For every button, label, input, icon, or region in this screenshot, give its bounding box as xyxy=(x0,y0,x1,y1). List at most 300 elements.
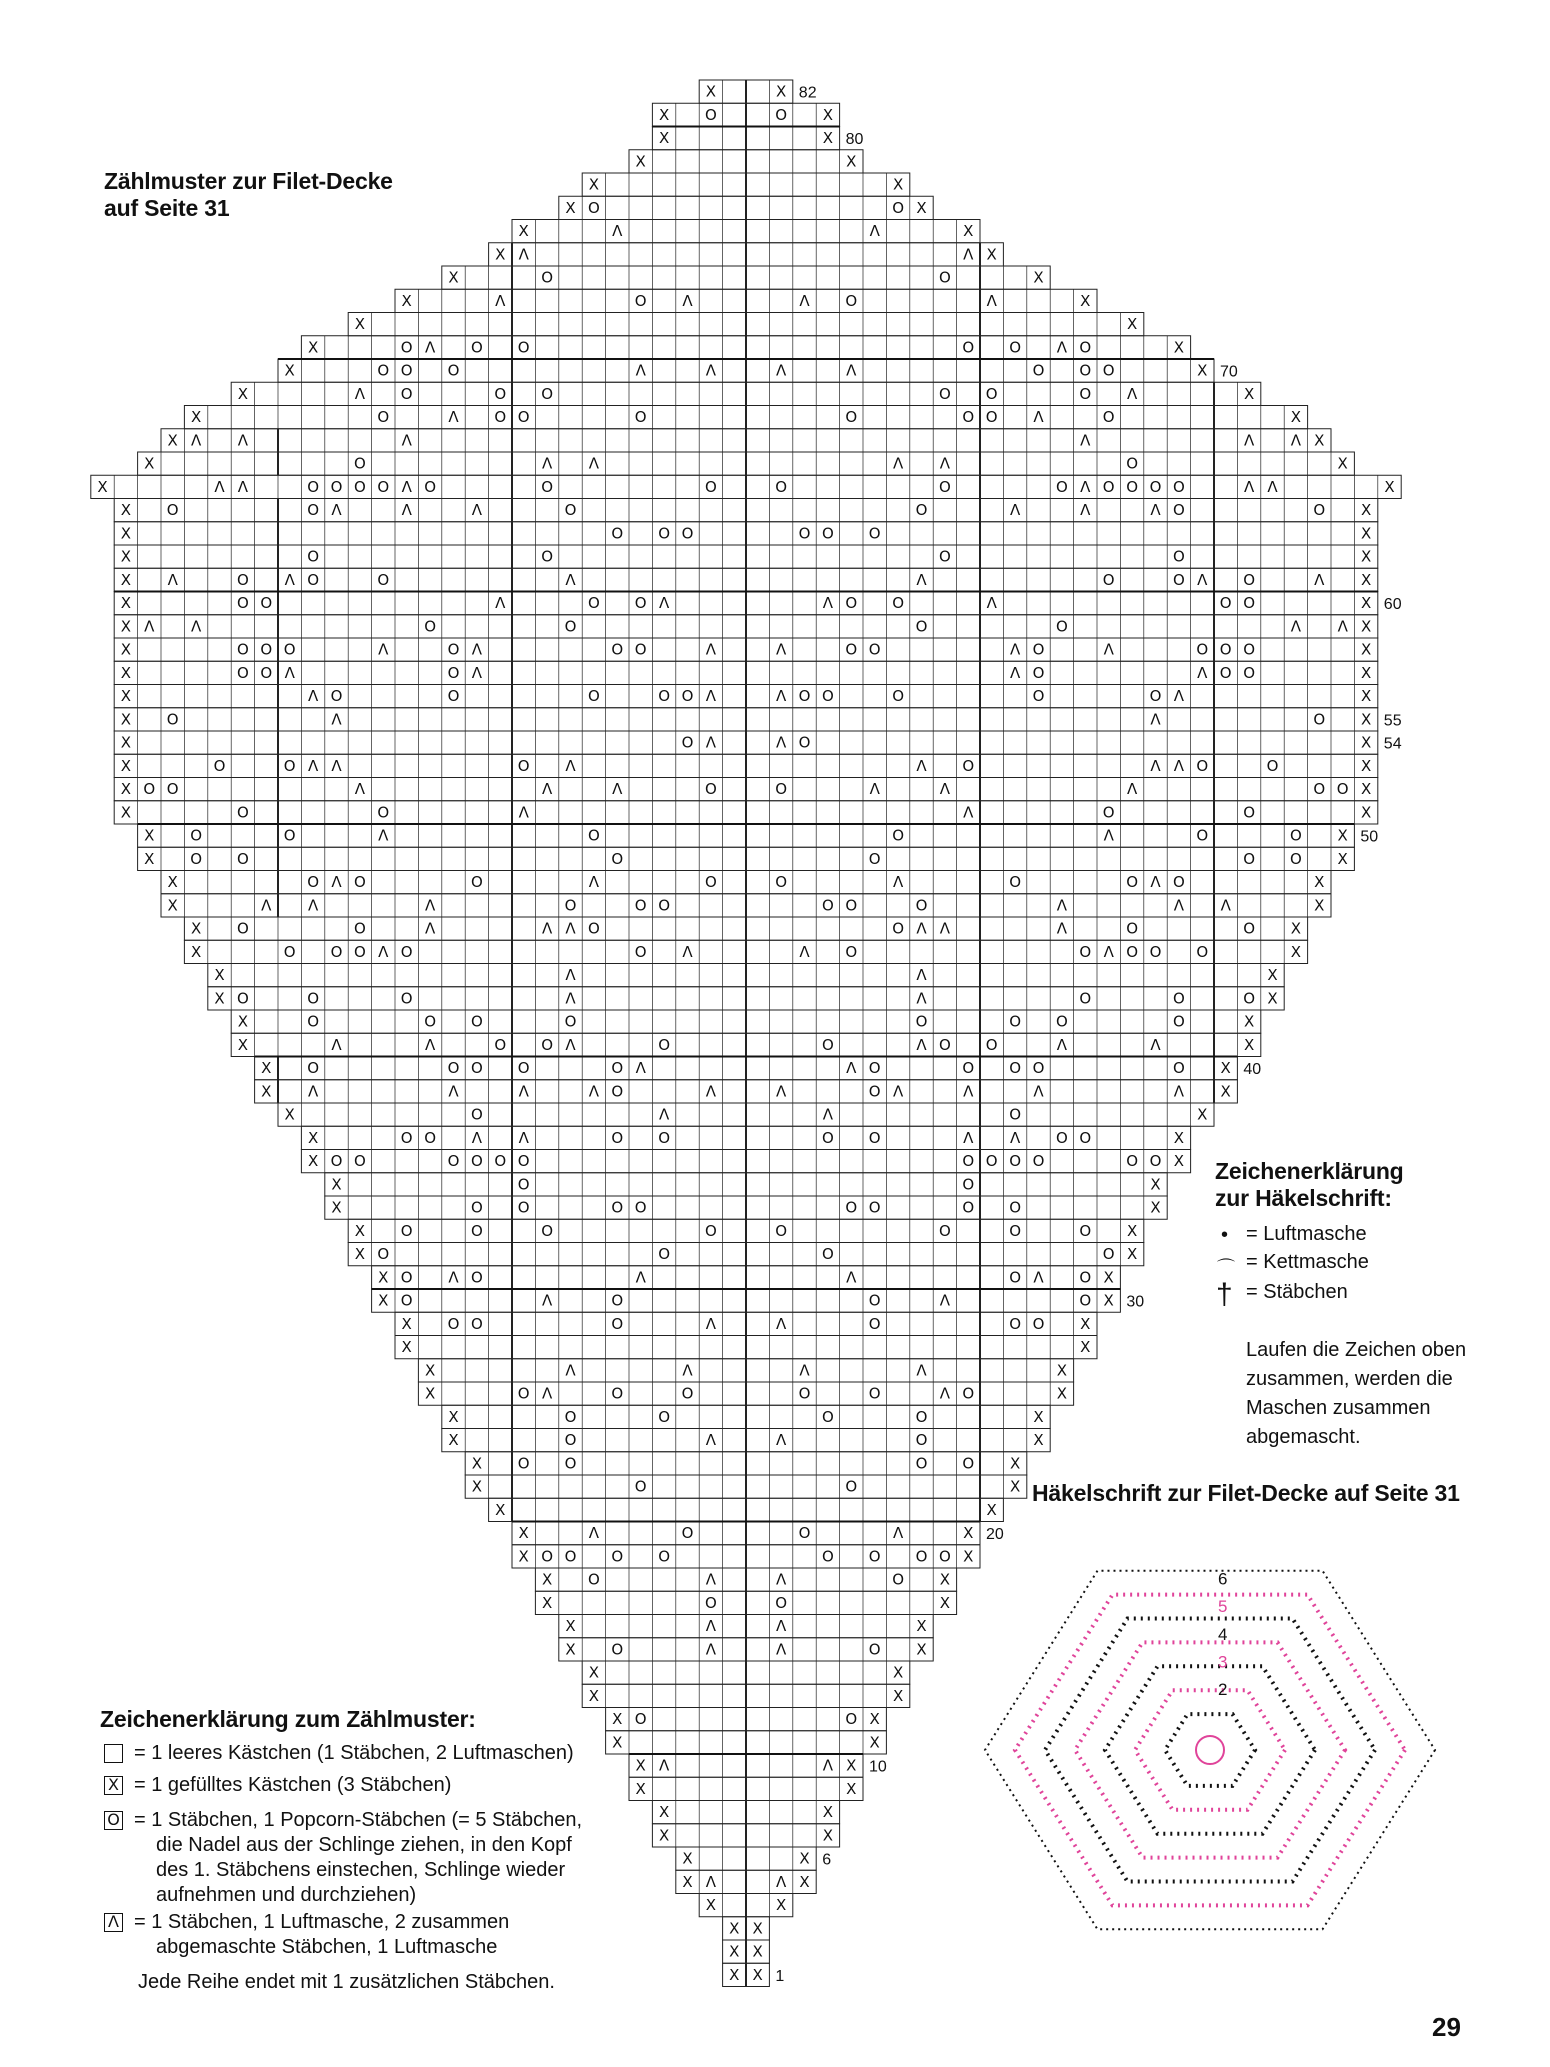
filled-cell: X xyxy=(846,152,857,171)
popcorn-cell: O xyxy=(821,524,834,543)
filled-cell: X xyxy=(1337,826,1348,845)
filled-cell: X xyxy=(1033,1407,1044,1426)
popcorn-cell: O xyxy=(564,1454,577,1473)
popcorn-cell: O xyxy=(236,663,249,682)
popcorn-cell: O xyxy=(681,1524,694,1543)
row-label: 6 xyxy=(822,1851,832,1869)
popcorn-cell: O xyxy=(517,1384,530,1403)
note-line: zusammen, werden die xyxy=(1246,1368,1453,1390)
filled-cell: X xyxy=(1360,710,1372,729)
chevron-cell: Λ xyxy=(237,431,249,450)
chevron-cell: Λ xyxy=(822,594,834,613)
legend-line: aufnehmen und durchziehen) xyxy=(156,1884,417,1906)
popcorn-cell: O xyxy=(938,1035,951,1054)
filled-cell: X xyxy=(1150,1198,1161,1217)
chevron-cell: Λ xyxy=(846,361,857,380)
filled-cell: X xyxy=(752,1919,763,1938)
filled-cell: X xyxy=(1337,454,1348,473)
popcorn-cell: O xyxy=(517,1175,530,1194)
chevron-cell: Λ xyxy=(1337,617,1348,636)
filled-cell: X xyxy=(1103,1291,1114,1310)
pink-round xyxy=(1135,1690,1285,1810)
filled-cell: X xyxy=(963,1524,974,1543)
popcorn-cell: O xyxy=(611,1640,624,1659)
chevron-cell: Λ xyxy=(541,1384,553,1403)
chevron-cell: Λ xyxy=(331,710,342,729)
popcorn-cell: O xyxy=(775,780,788,799)
chevron-cell: Λ xyxy=(939,1384,951,1403)
chevron-cell: Λ xyxy=(471,640,483,659)
filled-cell: X xyxy=(1360,594,1372,613)
row-label: 82 xyxy=(798,84,817,102)
popcorn-cell: O xyxy=(541,1035,554,1054)
filled-cell: X xyxy=(1173,338,1185,357)
filled-cell: X xyxy=(97,477,108,496)
popcorn-cell: O xyxy=(1266,756,1279,775)
crochet-legend-title xyxy=(1215,1158,1404,1212)
grid-chart-title-line1: Zählmuster zur Filet-Decke xyxy=(104,168,393,194)
popcorn-cell: O xyxy=(470,873,483,892)
popcorn-cell: O xyxy=(1219,663,1232,682)
filled-cell: X xyxy=(495,245,506,264)
popcorn-cell: O xyxy=(400,361,413,380)
popcorn-cell: O xyxy=(938,1547,951,1566)
chevron-cell: Λ xyxy=(471,501,483,520)
chevron-cell: Λ xyxy=(588,1082,600,1101)
chevron-cell: Λ xyxy=(1103,640,1114,659)
filled-cell: X xyxy=(448,268,459,287)
popcorn-cell: O xyxy=(377,570,390,589)
filled-cell: X xyxy=(378,1268,389,1287)
filled-cell: X xyxy=(682,1849,693,1868)
filled-cell: X xyxy=(682,1872,693,1891)
legend-line: = 1 gefülltes Kästchen (3 Stäbchen) xyxy=(134,1774,452,1796)
filled-cell: X xyxy=(635,152,646,171)
popcorn-cell: O xyxy=(377,1245,390,1264)
popcorn-cell: O xyxy=(1126,873,1139,892)
chevron-cell: Λ xyxy=(565,919,576,938)
popcorn-cell: O xyxy=(1172,1059,1185,1078)
popcorn-cell: O xyxy=(447,663,460,682)
chevron-cell: Λ xyxy=(1173,1082,1185,1101)
filled-cell: X xyxy=(541,1593,553,1612)
popcorn-cell: O xyxy=(962,1059,975,1078)
filled-cell: X xyxy=(1009,1454,1021,1473)
chevron-cell: Λ xyxy=(1197,663,1208,682)
filled-cell: X xyxy=(822,1803,834,1822)
row-label: 1 xyxy=(775,1967,785,1985)
chevron-cell: Λ xyxy=(705,1314,717,1333)
popcorn-cell: O xyxy=(1243,663,1256,682)
popcorn-cell: O xyxy=(541,268,554,287)
popcorn-cell: O xyxy=(845,942,858,961)
popcorn-cell: O xyxy=(236,919,249,938)
popcorn-cell: O xyxy=(821,1035,834,1054)
chevron-cell: Λ xyxy=(1009,501,1021,520)
popcorn-cell: O xyxy=(236,803,249,822)
popcorn-cell: O xyxy=(1219,594,1232,613)
filled-cell: X xyxy=(1360,756,1372,775)
popcorn-cell: O xyxy=(1289,849,1302,868)
filled-cell: X xyxy=(1290,919,1302,938)
popcorn-cell: O xyxy=(845,1710,858,1729)
chevron-cell: Λ xyxy=(986,291,997,310)
popcorn-cell: O xyxy=(517,1152,530,1171)
chevron-cell: Λ xyxy=(612,780,623,799)
popcorn-cell: O xyxy=(845,640,858,659)
popcorn-cell: O xyxy=(611,1198,624,1217)
popcorn-cell: O xyxy=(634,640,647,659)
popcorn-cell: O xyxy=(1243,919,1256,938)
popcorn-cell: O xyxy=(1102,408,1115,427)
popcorn-cell: O xyxy=(1126,477,1139,496)
popcorn-cell: O xyxy=(892,1570,905,1589)
round-label: 5 xyxy=(1218,1597,1228,1617)
popcorn-cell: O xyxy=(377,803,390,822)
chevron-cell: Λ xyxy=(1150,1035,1161,1054)
row-label: 70 xyxy=(1220,363,1238,381)
chevron-cell: Λ xyxy=(331,501,342,520)
chevron-cell: Λ xyxy=(775,1640,787,1659)
chevron-cell: Λ xyxy=(1009,663,1021,682)
popcorn-cell: O xyxy=(1126,919,1139,938)
filled-cell: X xyxy=(1243,1012,1255,1031)
popcorn-cell: O xyxy=(1149,942,1162,961)
popcorn-cell: O xyxy=(938,384,951,403)
filled-cell: X xyxy=(799,1872,810,1891)
popcorn-cell: O xyxy=(447,640,460,659)
popcorn-cell: O xyxy=(1079,361,1092,380)
chevron-cell: Λ xyxy=(1173,896,1185,915)
filled-cell: X xyxy=(307,1128,319,1147)
filled-cell: X xyxy=(1337,849,1348,868)
filled-cell: X xyxy=(986,245,997,264)
popcorn-cell: O xyxy=(868,1198,881,1217)
popcorn-cell: O xyxy=(283,756,296,775)
chevron-cell: Λ xyxy=(612,222,623,241)
crochet-legend-title-line1: Zeichenerklärung xyxy=(1215,1158,1404,1184)
filled-cell: X xyxy=(518,222,529,241)
filled-cell: X xyxy=(1009,1477,1021,1496)
popcorn-cell: O xyxy=(307,989,320,1008)
dot-icon: • xyxy=(1221,1224,1229,1246)
popcorn-cell: O xyxy=(962,338,975,357)
center-ring xyxy=(1196,1736,1224,1764)
popcorn-cell: O xyxy=(892,594,905,613)
popcorn-cell: O xyxy=(470,1152,483,1171)
chevron-cell: Λ xyxy=(705,640,717,659)
chevron-cell: Λ xyxy=(424,919,436,938)
popcorn-cell: O xyxy=(470,1221,483,1240)
chevron-cell: Λ xyxy=(448,1268,459,1287)
popcorn-cell: O xyxy=(236,594,249,613)
chevron-cell: Λ xyxy=(167,570,178,589)
round-label: 2 xyxy=(1218,1680,1228,1699)
popcorn-cell: O xyxy=(307,1012,320,1031)
filled-cell: X xyxy=(1056,1361,1068,1380)
legend-line: = 1 leeres Kästchen (1 Stäbchen, 2 Luftmaschen) xyxy=(134,1742,574,1764)
chevron-cell: Λ xyxy=(518,1082,529,1101)
filled-cell: X xyxy=(120,501,132,520)
chevron-cell: Λ xyxy=(1126,384,1138,403)
filled-cell: X xyxy=(565,1640,576,1659)
chevron-cell: Λ xyxy=(424,896,436,915)
popcorn-cell: O xyxy=(517,756,530,775)
popcorn-cell: O xyxy=(1009,1314,1022,1333)
filled-cell: X xyxy=(120,524,132,543)
popcorn-cell: O xyxy=(634,1477,647,1496)
chevron-cell: Λ xyxy=(846,1059,857,1078)
popcorn-cell: O xyxy=(962,1152,975,1171)
round-label: 3 xyxy=(1218,1652,1228,1672)
popcorn-cell: O xyxy=(517,408,530,427)
popcorn-cell: O xyxy=(985,408,998,427)
popcorn-cell: O xyxy=(1102,1245,1115,1264)
popcorn-cell: O xyxy=(634,594,647,613)
filled-cell: X xyxy=(1290,408,1302,427)
filled-cell: X xyxy=(1384,477,1395,496)
popcorn-cell: O xyxy=(915,617,928,636)
popcorn-cell: O xyxy=(1079,989,1092,1008)
chevron-cell: Λ xyxy=(1220,896,1231,915)
chevron-cell: Λ xyxy=(190,431,202,450)
filled-cell: X xyxy=(120,663,132,682)
popcorn-cell: O xyxy=(634,1198,647,1217)
popcorn-cell: O xyxy=(447,361,460,380)
popcorn-cell: O xyxy=(236,640,249,659)
popcorn-cell: O xyxy=(1196,756,1209,775)
filled-cell: X xyxy=(144,454,155,473)
chevron-cell: Λ xyxy=(1056,919,1068,938)
chevron-cell: Λ xyxy=(799,291,810,310)
popcorn-cell: O xyxy=(470,1059,483,1078)
chevron-cell: Λ xyxy=(565,989,576,1008)
chevron-cell: Λ xyxy=(705,1640,717,1659)
filled-cell: X xyxy=(1197,1105,1208,1124)
popcorn-cell: O xyxy=(658,524,671,543)
chevron-cell: Λ xyxy=(1033,1082,1044,1101)
filled-box-icon: X xyxy=(104,1776,123,1795)
popcorn-cell: O xyxy=(1219,640,1232,659)
popcorn-cell: O xyxy=(938,547,951,566)
chevron-cell: Λ xyxy=(635,1059,646,1078)
filled-cell: X xyxy=(1220,1082,1231,1101)
popcorn-cell: O xyxy=(517,1198,530,1217)
row-label: 60 xyxy=(1383,596,1402,614)
popcorn-cell: O xyxy=(938,1221,951,1240)
crochet-legend-staebchen: = Stäbchen xyxy=(1246,1281,1348,1303)
popcorn-cell: O xyxy=(1102,570,1115,589)
popcorn-cell: O xyxy=(704,105,717,124)
popcorn-cell: O xyxy=(1126,454,1139,473)
popcorn-cell: O xyxy=(658,687,671,706)
chevron-cell: Λ xyxy=(916,570,927,589)
popcorn-cell: O xyxy=(681,1384,694,1403)
filled-cell: X xyxy=(401,291,412,310)
popcorn-cell: O xyxy=(377,477,390,496)
chevron-cell: Λ xyxy=(916,756,927,775)
popcorn-cell: O xyxy=(213,756,226,775)
filled-cell: X xyxy=(1150,1175,1161,1194)
filled-cell: X xyxy=(963,1547,974,1566)
popcorn-cell: O xyxy=(821,1547,834,1566)
filled-cell: X xyxy=(822,129,834,148)
chevron-cell: Λ xyxy=(541,919,553,938)
popcorn-cell: O xyxy=(1032,1152,1045,1171)
popcorn-cell: O xyxy=(541,477,554,496)
filled-cell: X xyxy=(144,826,155,845)
popcorn-cell: O xyxy=(400,384,413,403)
popcorn-cell: O xyxy=(236,989,249,1008)
popcorn-cell: O xyxy=(330,942,343,961)
popcorn-cell: O xyxy=(798,1524,811,1543)
round-label: 4 xyxy=(1218,1624,1228,1644)
popcorn-cell: O xyxy=(868,524,881,543)
popcorn-cell: O xyxy=(377,408,390,427)
popcorn-cell: O xyxy=(307,477,320,496)
chevron-cell: Λ xyxy=(1103,942,1114,961)
chevron-cell: Λ xyxy=(705,687,717,706)
filled-cell: X xyxy=(869,1733,880,1752)
popcorn-cell: O xyxy=(1032,663,1045,682)
popcorn-cell: O xyxy=(1079,1128,1092,1147)
popcorn-cell: O xyxy=(307,873,320,892)
chevron-cell: Λ xyxy=(916,966,927,985)
chevron-cell: Λ xyxy=(307,896,319,915)
popcorn-cell: O xyxy=(1243,849,1256,868)
chevron-cell: Λ xyxy=(495,594,506,613)
popcorn-cell: O xyxy=(587,687,600,706)
popcorn-cell: O xyxy=(938,477,951,496)
chevron-cell: Λ xyxy=(518,245,529,264)
hexagon-crochet-chart xyxy=(930,1510,1490,1990)
popcorn-cell: O xyxy=(915,1431,928,1450)
popcorn-cell: O xyxy=(868,1547,881,1566)
chevron-cell: Λ xyxy=(892,1082,904,1101)
popcorn-cell: O xyxy=(400,338,413,357)
filled-cell: X xyxy=(424,1384,436,1403)
chevron-cell: Λ xyxy=(635,361,646,380)
grid-chart-title-line2: auf Seite 31 xyxy=(104,195,230,221)
popcorn-cell: O xyxy=(517,1059,530,1078)
chevron-cell: Λ xyxy=(775,1570,787,1589)
filled-cell: X xyxy=(1080,1338,1091,1357)
popcorn-cell: O xyxy=(447,1059,460,1078)
popcorn-cell: O xyxy=(447,1152,460,1171)
grid-legend-item-empty xyxy=(134,1741,574,1766)
popcorn-cell: O xyxy=(611,1082,624,1101)
pink-round xyxy=(1075,1642,1345,1857)
filled-cell: X xyxy=(331,1175,342,1194)
filled-cell: X xyxy=(822,1826,834,1845)
popcorn-cell: O xyxy=(868,1291,881,1310)
popcorn-cell: O xyxy=(938,268,951,287)
popcorn-cell: O xyxy=(681,687,694,706)
popcorn-cell: O xyxy=(798,524,811,543)
chevron-cell: Λ xyxy=(775,733,787,752)
popcorn-cell: O xyxy=(845,1477,858,1496)
popcorn-cell: O xyxy=(1243,570,1256,589)
chevron-cell: Λ xyxy=(424,1035,436,1054)
crochet-chart-title: Häkelschrift zur Filet-Decke auf Seite 31 xyxy=(1032,1480,1460,1506)
filled-cell: X xyxy=(401,1338,412,1357)
chevron-cell: Λ xyxy=(775,1431,787,1450)
popcorn-cell: O xyxy=(260,640,273,659)
popcorn-cell: O xyxy=(1289,826,1302,845)
filled-cell: X xyxy=(120,780,132,799)
chevron-cell: Λ xyxy=(916,989,927,1008)
popcorn-cell: O xyxy=(985,384,998,403)
note-line: Laufen die Zeichen oben xyxy=(1246,1339,1467,1361)
popcorn-cell: O xyxy=(798,733,811,752)
popcorn-cell: O xyxy=(541,1221,554,1240)
popcorn-cell: O xyxy=(353,477,366,496)
popcorn-cell: O xyxy=(353,873,366,892)
popcorn-cell: O xyxy=(470,1268,483,1287)
popcorn-cell: O xyxy=(1009,1059,1022,1078)
filled-cell: X xyxy=(1360,640,1372,659)
row-label: 20 xyxy=(986,1526,1004,1544)
filled-cell: X xyxy=(120,803,132,822)
chevron-cell: Λ xyxy=(448,1082,459,1101)
chevron-cell: Λ xyxy=(401,431,412,450)
filled-cell: X xyxy=(892,1663,904,1682)
filled-cell: X xyxy=(120,594,132,613)
popcorn-cell: O xyxy=(541,547,554,566)
filled-cell: X xyxy=(424,1361,436,1380)
filled-cell: X xyxy=(307,338,319,357)
filled-cell: X xyxy=(1126,1221,1138,1240)
filled-cell: X xyxy=(658,129,670,148)
popcorn-cell: O xyxy=(775,477,788,496)
popcorn-cell: O xyxy=(658,1245,671,1264)
filled-cell: X xyxy=(541,1570,553,1589)
chevron-cell: Λ xyxy=(354,780,366,799)
popcorn-cell: O xyxy=(1079,1221,1092,1240)
popcorn-cell: O xyxy=(1149,687,1162,706)
chevron-cell: Λ xyxy=(705,361,717,380)
popcorn-cell: O xyxy=(143,780,156,799)
popcorn-cell: O xyxy=(517,338,530,357)
popcorn-cell: O xyxy=(260,594,273,613)
popcorn-cell: O xyxy=(1172,1012,1185,1031)
popcorn-cell: O xyxy=(1102,361,1115,380)
chevron-cell: Λ xyxy=(1290,617,1302,636)
popcorn-cell: O xyxy=(1336,780,1349,799)
popcorn-cell: O xyxy=(424,1128,437,1147)
popcorn-cell: O xyxy=(868,1314,881,1333)
filled-cell: X xyxy=(214,966,225,985)
chevron-cell: Λ xyxy=(471,1128,483,1147)
filled-cell: X xyxy=(1220,1059,1231,1078)
filled-cell: X xyxy=(635,1756,646,1775)
popcorn-cell: O xyxy=(1079,1268,1092,1287)
popcorn-cell: O xyxy=(681,733,694,752)
popcorn-cell: O xyxy=(868,640,881,659)
filled-cell: X xyxy=(284,361,295,380)
chevron-cell: Λ xyxy=(939,1291,951,1310)
popcorn-cell: O xyxy=(307,501,320,520)
legend-line: des 1. Stäbchens einstechen, Schlinge wieder xyxy=(156,1859,566,1881)
popcorn-cell: O xyxy=(1079,1291,1092,1310)
filled-cell: X xyxy=(261,1059,272,1078)
chevron-cell: Λ xyxy=(682,291,693,310)
popcorn-cell: O xyxy=(541,1547,554,1566)
round-label: 6 xyxy=(1218,1569,1228,1589)
popcorn-cell: O xyxy=(634,408,647,427)
popcorn-cell: O xyxy=(962,1454,975,1473)
popcorn-cell: O xyxy=(1009,1105,1022,1124)
